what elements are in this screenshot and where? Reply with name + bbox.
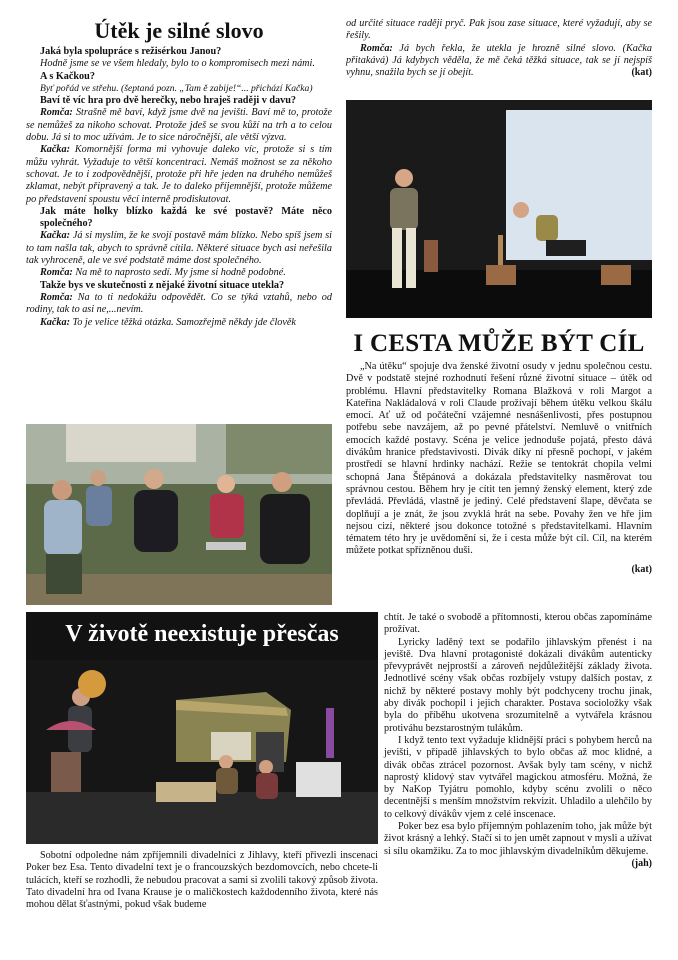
audience-photo — [26, 424, 332, 605]
answer-text: To je velice těžká otázka. Samozřejmě někdy jde člověk — [70, 316, 296, 328]
author-signature: (jah) — [631, 857, 652, 869]
paragraph-4: Poker bez esa bylo příjemným pohlazením toho, jak může být život krásný a lehký. Stačí si to jen umět zapnout v mysli a užívat si sílu okamžiku. Za to moc jihlavským divadelníkům děkujeme. — [384, 821, 652, 857]
answer-5 — [26, 230, 332, 267]
article-3-header-box — [26, 612, 378, 844]
speaker-name: Romča: — [40, 267, 73, 279]
answer-8 — [26, 317, 332, 329]
stage-photo-two-actresses — [346, 100, 652, 318]
answer-1: Hodně jsme se ve všem hledaly, bylo to o kompromisech mezi námi. — [40, 58, 315, 70]
article-1 — [26, 18, 332, 329]
answer-2: Byť pořád ve střehu. (šeptaná pozn. „Tam ě zabije!“... přichází Kačka) — [40, 82, 313, 94]
question-3: Baví tě víc hra pro dvě herečky, nebo hraješ raději v davu? — [40, 95, 296, 107]
paragraph-3: I když tento text vyžaduje klidnější práci s pohybem herců na jevišti, v případě jihlavských to bylo občas až moc klidné, a divák občas ztrácel pozornost. Avšak byly tam scény, v nichž naprostý klidový stav vytvářel magickou atmosféru. Možná, že by NaKop Tyjátru pomohlo, kdyby scénu zvolili o něco decentnější s menším množstvím rekvizit. Uhladilo a ulehčilo by to celkový dívákův vjem z celé inscenace. — [384, 734, 652, 820]
answer-4 — [26, 144, 332, 205]
author-signature: (kat) — [631, 67, 652, 79]
stage-photo-poker — [26, 612, 378, 844]
speaker-name: Romča: — [40, 291, 73, 303]
article-2-body: „Na útěku“ spojuje dva ženské životní osudy v jednu společnou cestu. Dvě v podstatě stejné rozhodnutí řešení různé životní situace – útěk od problému. Hlavní představitelky Romana Blažková v roli Margot a Kateřina Nakládalová v roli Claude prožívají během útěku velkou škálu emocí. Ať už od počáteční vzájemné nesnášenlivosti, přes postupnou potřebu sebe navzájem, až po pevné přátelství. Nemluvě o vnitřních emocích každé postavy. Scéna je velice jednoduše pojatá, přesto dává divákům hranice představivosti. Divák díky ní přesně pochopí, v jakém prostředí se hlavní hrdinky nachází. Režie se tentokrát chopila velmi schopná Jana Štěpánová a dokázala představitelky nasměrovat tou správnou cestou. Během hry je cítit ten jemný ženský element, který zde převládá. Převládá, vlastně je jediný. Celé představení šlape, děvčata se doplňují a je znát, že jsou zvyklá hrát na sebe. Povahy žen ve hře jim nejsou cizí, některé jsou dokonce totožné s představitelkami. Hlavním tématem této hry je uvědomění si, že i cesta může být cíl. Cíl, na kterém můžete potkat spřízněnou duši. — [346, 361, 652, 557]
article-3-title: V životě neexistuje přesčas — [65, 621, 339, 647]
answer-7 — [26, 292, 332, 317]
question-5: Jak máte holky blízko každá ke své postavě? Máte něco společného? — [40, 205, 332, 230]
answer-6 — [26, 267, 332, 279]
answer-text: Já bych řekla, že utekla je hrozně silné slovo. (Kačka přitakává) Já kdybych věděla, že mě čeká těžká situace, tak se jí nejspíš vyhnu, snažila bych se jí obejít. — [346, 42, 652, 79]
answer-text: Na mě to naprosto sedí. My jsme si hodně podobné. — [72, 267, 286, 279]
paragraph-2: Lyricky laděný text se podařilo jihlavským přenést i na jeviště. Dva hlavní protagonisté dokázali divákům autenticky převyprávět nejprostší a zároveň nejdůležitější základy života. Jednotlivé scény však občas rozbíjely vstupy dalších postav, z nichž by některé postavy mohly být podchyceny trochu jinak, aby divák pochopil i jejich charakter. Postava socioložky však byla do příběhu ukotvena srozumitelně a vytvářela krásnou protiváhu bezstarostným tulákům. — [384, 636, 652, 734]
answer-8-continued: od určité situace raději pryč. Pak jsou zase situace, které vyžadují, aby se řešily. — [346, 18, 652, 42]
speaker-name: Kačka: — [40, 316, 70, 328]
paragraph-1-continued: chtít. Je také o svobodě a přítomnosti, kterou občas zapomínáme prožívat. — [384, 612, 652, 636]
question-1: Jaká byla spolupráce s režisérkou Janou? — [40, 46, 222, 57]
speaker-name: Kačka: — [40, 230, 70, 242]
answer-3 — [26, 107, 332, 144]
article-3-left — [26, 850, 378, 911]
speaker-name: Kačka: — [40, 144, 70, 156]
answer-text: Komornější forma mi vyhovuje daleko víc, protože si s tím můžu vyhrát. Vyžaduje to větší koncentraci. Nemáš možnost se za někoho schovat. Je to i zodpovědnější, protože při hře jeden na druhého nemůžeš zklamat, nebýt připravený a tak. Je to daleko příjemnější, protože můžeme po představení spoustu věcí interně prodiskutovat. — [26, 144, 332, 205]
answer-text: Strašně mě baví, když jsme dvě na jevišti. Baví mě to, protože se nemůžeš za nikoho schovat. Protože jdeš se svou kůží na trh a to celou dobu. Já si to moc užívám. Je to sice náročnější, ale větší výzva. — [26, 107, 332, 144]
article-2 — [346, 330, 652, 575]
answer-text: Já si myslím, že ke svojí postavě mám blízko. Nebo spíš jsem si to tam našla tak, abych to správně cítila. Některé situace bych asi neřešila tak vyhroceně, ale ve své podstatě máme dost společného. — [26, 230, 332, 267]
article-3-right — [384, 612, 652, 869]
speaker-name: Romča: — [360, 42, 393, 54]
answer-text: Na to ti nedokážu odpovědět. Co se týká vztahů, nebo od rodiny, tak to asi ne,...nevím. — [26, 291, 332, 316]
paragraph-1: Sobotní odpoledne nám zpříjemnili divadelníci z Jihlavy, kteří přivezli inscenaci Poker bez Esa. Tento divadelní text je o francouzských bezdomovcích, nebo chcete-li tulácích, kteří se rozhodli, že nebudou pracovat a sami si zvolili takový způsob života. Tato divadelní hra od Ivana Krause je o maličkostech každodenního života, které nás mohou dělat šťastnými, pokud však budeme — [26, 850, 378, 911]
question-7: Takže bys ve skutečnosti z nějaké životní situace utekla? — [40, 279, 285, 291]
article-2-title: I CESTA MŮŽE BÝT CÍL — [353, 330, 645, 357]
article-1-title: Útěk je silné slovo — [94, 18, 264, 43]
article-1-continued — [346, 18, 652, 78]
speaker-name: Romča: — [40, 107, 73, 119]
author-signature: (kat) — [631, 563, 652, 575]
question-2: A s Kačkou? — [40, 70, 95, 82]
